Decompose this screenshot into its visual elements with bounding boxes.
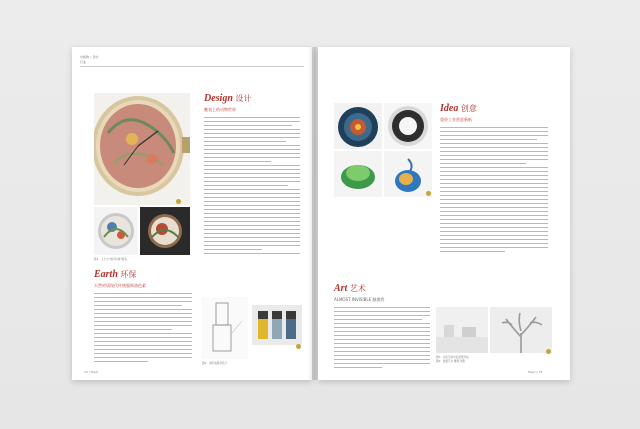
- idea-title: Idea: [440, 103, 459, 114]
- idea-title-cn: 创意: [460, 104, 477, 113]
- badge-icon: [176, 199, 181, 204]
- paper-art-3: [334, 151, 382, 197]
- paper-art-2: [384, 103, 432, 149]
- art-title-cn: 艺术: [349, 284, 366, 293]
- art-body-text: [334, 307, 430, 371]
- bottle-sketch: [202, 297, 248, 359]
- design-heading: [204, 93, 251, 105]
- watch-small-2: [140, 207, 190, 255]
- idea-heading: [440, 103, 477, 115]
- earth-body-text: [94, 293, 192, 365]
- caption-room: 图1：白色空间中的装置作品: [436, 356, 469, 359]
- watch-small-1: [94, 207, 138, 255]
- caption-bottles: 图2：指甲油瓶身设计: [202, 362, 227, 365]
- earth-subtitle: 天然材质现代传统服饰油色素: [94, 283, 146, 288]
- right-folio: Topic | 73: [528, 370, 543, 374]
- idea-subtitle: 重资工业创意新纸: [440, 117, 472, 122]
- art-subtitle: ALMOST INVISIBLE 触摸我: [334, 297, 385, 302]
- caption-watch: 图1：上方为“枝叶扶疏”腕表，: [94, 258, 130, 261]
- design-subtitle: 腕表上的动物世界: [204, 107, 236, 112]
- watch-photo: [94, 93, 190, 205]
- left-folio: 72 | Topic: [84, 370, 99, 374]
- idea-body-text: [440, 127, 548, 255]
- earth-title: Earth: [94, 269, 118, 280]
- art-room-photo: [436, 307, 488, 353]
- paper-art-1: [334, 103, 382, 149]
- art-title: Art: [334, 283, 348, 294]
- earth-heading: [94, 269, 136, 281]
- caption-tree: 图2：装置艺术 雕塑 剪影: [436, 360, 466, 363]
- header-rule: [80, 66, 304, 67]
- paper-art-4: [384, 151, 432, 197]
- art-heading: [334, 283, 366, 295]
- running-sub: 行业: [80, 60, 87, 64]
- badge-icon: [296, 344, 301, 349]
- art-tree-photo: [490, 307, 552, 353]
- right-page: [318, 47, 570, 380]
- running-head: 出版物 • 设计: [80, 55, 99, 59]
- badge-icon: [546, 349, 551, 354]
- earth-title-cn: 环保: [120, 270, 137, 279]
- design-body-text: [204, 117, 300, 257]
- badge-icon: [426, 191, 431, 196]
- bottles-photo: [252, 305, 302, 345]
- design-title-cn: 设计: [235, 94, 252, 103]
- left-page: [72, 47, 312, 380]
- design-title: Design: [204, 93, 233, 104]
